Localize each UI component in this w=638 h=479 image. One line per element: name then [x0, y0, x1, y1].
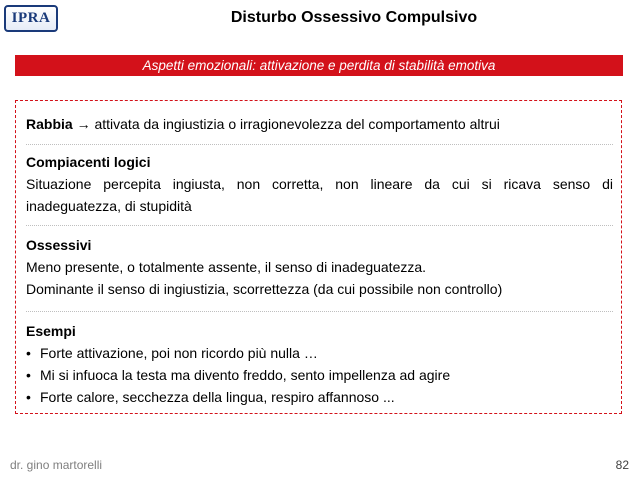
list-item-text: Forte calore, secchezza della lingua, respiro affannoso ... — [40, 389, 395, 405]
list-item-text: Forte attivazione, poi non ricordo più nulla … — [40, 345, 318, 361]
esempi-list — [26, 342, 613, 408]
rabbia-term: Rabbia — [26, 116, 73, 132]
bullet-icon: • — [26, 367, 31, 383]
section-divider — [26, 144, 613, 145]
list-item — [26, 386, 613, 408]
page-title: Disturbo Ossessivo Compulsivo — [230, 9, 478, 26]
ipra-logo: IPRA — [4, 5, 58, 32]
page-number: 82 — [615, 458, 629, 472]
section-compiacenti — [26, 151, 613, 217]
bullet-icon: • — [26, 345, 31, 361]
subtitle-text: Aspetti emozionali: attivazione e perdita di stabilità emotiva — [142, 58, 496, 73]
list-item — [26, 342, 613, 364]
bullet-icon: • — [26, 389, 31, 405]
section-divider — [26, 311, 613, 312]
list-item — [26, 364, 613, 386]
footer-author: dr. gino martorelli — [10, 458, 103, 472]
list-item-text: Mi si infuoca la testa ma divento freddo, sento impellenza ad agire — [40, 367, 451, 383]
section-rabbia — [26, 113, 613, 135]
ossessivi-line-2: Dominante il senso di ingiustizia, scorrettezza (da cui possibile non controllo) — [26, 281, 503, 297]
subtitle-banner — [15, 55, 623, 76]
section-divider — [26, 225, 613, 226]
compiacenti-heading: Compiacenti logici — [26, 154, 151, 170]
content-box — [15, 100, 622, 414]
arrow-icon: → — [76, 116, 91, 132]
rabbia-text: attivata da ingiustizia o irragionevolezza del comportamento altrui — [94, 116, 500, 132]
esempi-heading: Esempi — [26, 323, 76, 339]
ossessivi-heading: Ossessivi — [26, 237, 92, 253]
compiacenti-text: Situazione percepita ingiusta, non corretta, non lineare da cui si ricava senso di inadeguatezza, di stupidità — [26, 176, 613, 214]
section-ossessivi — [26, 234, 613, 300]
ossessivi-line-1: Meno presente, o totalmente assente, il senso di inadeguatezza. — [26, 259, 427, 275]
section-esempi — [26, 320, 613, 408]
